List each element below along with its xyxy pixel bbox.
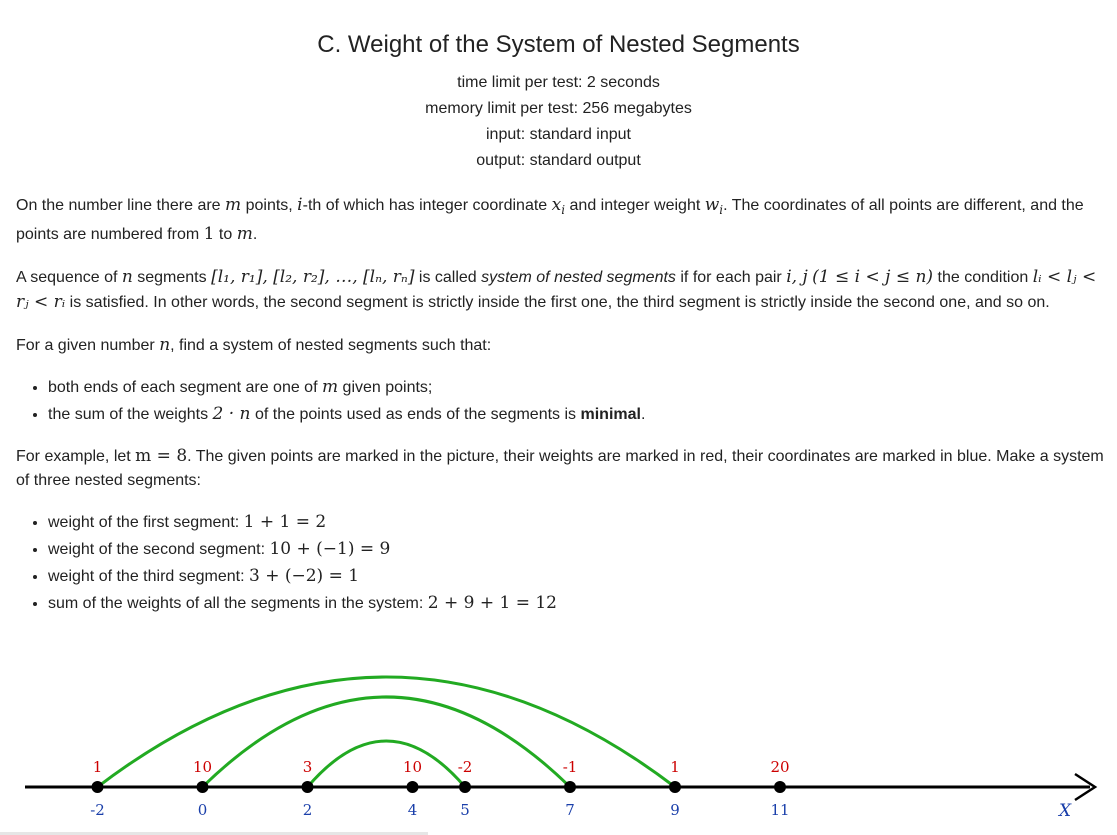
point-coordinate-label: 7 xyxy=(565,801,575,819)
math-inequality: lᵢ < lⱼ < rⱼ < rᵢ xyxy=(16,267,1097,313)
math-sub-i: i xyxy=(719,203,724,218)
statement-paragraph-2 xyxy=(16,265,1106,315)
point-coordinate-label: 2 xyxy=(302,801,313,819)
point-coordinate-label: 5 xyxy=(460,801,470,819)
list-item xyxy=(48,401,1106,428)
point-marker xyxy=(459,781,471,793)
term-nested-segments: system of nested segments xyxy=(481,269,676,287)
point-marker xyxy=(302,781,314,793)
point-marker xyxy=(564,781,576,793)
point-coordinate-label: 4 xyxy=(407,801,418,819)
text: . The given points are marked in the picture, their weights are marked in red, their coordinates are marked in blue. Make a system of three nested segments: xyxy=(16,448,1104,490)
problem-header xyxy=(0,0,1117,174)
point-weight-label: -1 xyxy=(562,758,578,776)
point-marker xyxy=(92,781,104,793)
point-weight-label: 3 xyxy=(302,758,313,776)
math-m: m xyxy=(321,377,339,398)
statement-paragraph-3 xyxy=(16,333,1106,358)
text: For example, let xyxy=(16,448,136,466)
math-expr: 3 + (−2) = 1 xyxy=(249,566,360,587)
axis-label: X xyxy=(1058,801,1072,821)
statement-paragraph-1 xyxy=(16,193,1106,247)
text: . The coordinates of all points are different, and the points are numbered from xyxy=(16,197,1084,244)
point-weight-label: 10 xyxy=(192,758,213,776)
text: segments xyxy=(132,269,212,287)
math-expr: 2 + 9 + 1 = 12 xyxy=(427,593,557,614)
number-line-figure xyxy=(0,640,1117,830)
math-n: n xyxy=(159,335,171,356)
memory-limit: memory limit per test: 256 megabytes xyxy=(425,100,692,117)
text: . xyxy=(640,406,646,424)
text: to xyxy=(214,226,237,244)
input-spec: input: standard input xyxy=(486,126,631,143)
point-weight-label: 10 xyxy=(402,758,423,776)
text: of the points used as ends of the segments is xyxy=(250,406,581,424)
text: weight of the first segment: xyxy=(48,514,244,532)
math-one: 1 xyxy=(203,224,215,245)
point-marker xyxy=(669,781,681,793)
math-ij: i, j xyxy=(786,267,808,288)
math-segments: [l₁, r₁], [l₂, r₂], …, [lₙ, rₙ] xyxy=(211,267,415,288)
list-item xyxy=(48,536,1106,563)
text: and integer weight xyxy=(565,197,705,214)
math-m-eq-8: m = 8 xyxy=(135,446,188,467)
point-weight-label: -2 xyxy=(457,758,473,776)
point-coordinate-label: -2 xyxy=(90,801,105,819)
point-weight-label: 1 xyxy=(92,758,103,776)
segment-arc xyxy=(98,677,676,787)
point-marker xyxy=(774,781,786,793)
text: sum of the weights of all the segments in the system: xyxy=(48,595,428,613)
text: A sequence of xyxy=(16,269,122,287)
segment-arc xyxy=(308,741,466,787)
point-marker xyxy=(407,781,419,793)
text: the sum of the weights xyxy=(48,406,213,424)
text: points, xyxy=(241,197,298,214)
text: is called xyxy=(414,269,482,287)
list-item xyxy=(48,563,1106,590)
time-limit: time limit per test: 2 seconds xyxy=(457,74,660,91)
point-weight-label: 1 xyxy=(670,758,680,776)
math-expr: 10 + (−1) = 9 xyxy=(269,539,391,560)
math-condition: (1 ≤ i < j ≤ n) xyxy=(812,267,934,288)
text: -th of which has integer coordinate xyxy=(302,197,552,214)
text: is satisfied. In other words, the second segment is strictly inside the first one, the third segment is strictly inside the second one, and so on. xyxy=(65,294,1050,312)
text: weight of the second segment: xyxy=(48,541,270,559)
point-marker xyxy=(197,781,209,793)
text: On the number line there are xyxy=(16,197,226,214)
list-item xyxy=(48,374,1106,401)
point-coordinate-label: 9 xyxy=(670,801,680,819)
math-m: m xyxy=(236,224,253,245)
text: given points; xyxy=(338,379,433,397)
point-weight-label: 20 xyxy=(770,758,790,776)
text: For a given number xyxy=(16,337,160,355)
text: . xyxy=(252,226,258,244)
bold-minimal: minimal xyxy=(580,406,641,424)
math-2n: 2 · n xyxy=(212,404,251,425)
text: , find a system of nested segments such that: xyxy=(170,337,492,355)
list-item xyxy=(48,590,1106,617)
text: weight of the third segment: xyxy=(48,568,249,586)
math-w: w xyxy=(704,195,720,215)
problem-statement xyxy=(16,193,1106,617)
point-coordinate-label: 11 xyxy=(770,801,790,819)
text: the condition xyxy=(933,269,1033,287)
problem-title: C. Weight of the System of Nested Segments xyxy=(317,31,800,58)
point-coordinate-label: 0 xyxy=(197,801,208,819)
example-list xyxy=(16,509,1106,617)
output-spec: output: standard output xyxy=(476,152,641,169)
math-i: i xyxy=(297,195,303,215)
requirements-list xyxy=(16,374,1106,428)
math-sub-i: i xyxy=(561,203,566,218)
list-item xyxy=(48,509,1106,536)
text: both ends of each segment are one of xyxy=(48,379,322,397)
math-x: x xyxy=(551,195,562,215)
math-n: n xyxy=(121,267,133,288)
statement-paragraph-4 xyxy=(16,444,1106,493)
math-m: m xyxy=(225,195,242,215)
text: if for each pair xyxy=(675,269,787,287)
math-expr: 1 + 1 = 2 xyxy=(243,512,327,533)
